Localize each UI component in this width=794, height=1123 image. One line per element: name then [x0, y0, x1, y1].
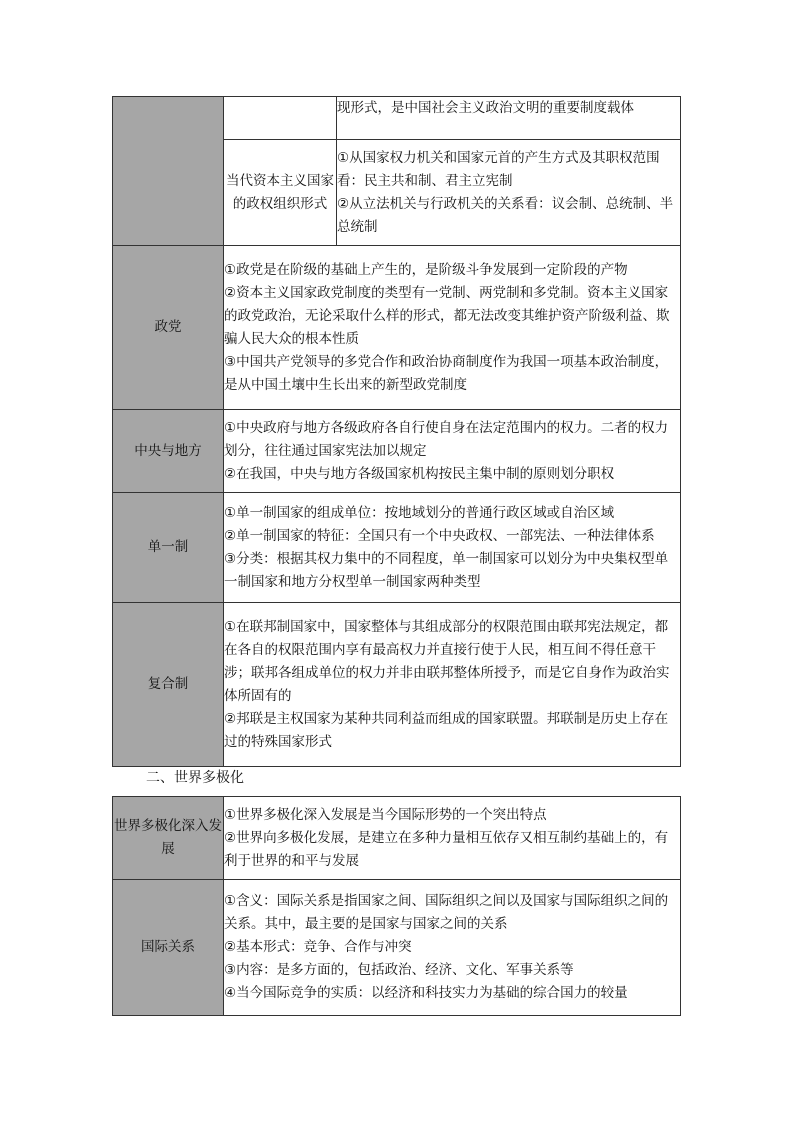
cell-line: ②基本形式：竞争、合作与冲突 — [224, 939, 412, 955]
table-row — [113, 603, 681, 767]
cell-line: ②世界向多极化发展，是建立在多种力量相互依存又相互制约基础上的，有利于世界的和平与发展 — [224, 829, 669, 869]
cell-line: ②邦联是主权国家为某种共同利益而组成的国家联盟。邦联制是历史上存在过的特殊国家形式 — [224, 710, 669, 750]
cell-line: ③分类：根据其权力集中的不同程度，单一制国家可以划分为中央集权型单一制国家和地方分权型单一制国家两种类型 — [224, 550, 669, 590]
table-cell — [224, 603, 681, 767]
table-cell — [224, 880, 681, 1016]
table-cell — [224, 410, 681, 493]
multipolarity-table — [112, 796, 681, 1016]
row-header-central-local: 中央与地方 — [113, 410, 224, 493]
cell-line: ③内容：是多方面的，包括政治、经济、文化、军事关系等 — [224, 962, 574, 978]
table-row — [113, 493, 681, 603]
row-header-unitary: 单一制 — [113, 493, 224, 603]
cell-line: ③中国共产党领导的多党合作和政治协商制度作为我国一项基本政治制度，是从中国土壤中生长出来的新型政党制度 — [224, 353, 669, 393]
cell-line: ②单一制国家的特征：全国只有一个中央政权、一部宪法、一种法律体系 — [224, 527, 655, 544]
row-header-compound: 复合制 — [113, 603, 224, 767]
row-header-multipolarity: 世界多极化深入发展 — [113, 797, 224, 880]
table-row — [113, 246, 681, 410]
table-row — [113, 880, 681, 1016]
sub-header: 当代资本主义国家的政权组织形式 — [224, 140, 337, 246]
table-row — [113, 797, 681, 880]
cell-line: 现形式，是中国社会主义政治文明的重要制度载体 — [337, 100, 634, 116]
sub-header-empty — [224, 97, 337, 140]
cell-line: ②在我国，中央与地方各级国家机构按民主集中制的原则划分职权 — [224, 465, 615, 482]
cell-line: ①从国家权力机关和国家元首的产生方式及其职权范围看：民主共和制、君主立宪制 — [337, 149, 660, 189]
row-header-international-relations: 国际关系 — [113, 880, 224, 1016]
table-row — [113, 410, 681, 493]
cell-line: ①世界多极化深入发展是当今国际形势的一个突出特点 — [224, 806, 547, 823]
row-header-empty — [113, 97, 224, 246]
cell-line: ①在联邦制国家中，国家整体与其组成部分的权限范围由联邦宪法规定，都在各自的权限范围内享有最高权力并直接行使于人民，相互间不得任意干涉；联邦各组成单位的权力并非由联邦整体所授予，而是它自身作为政治实体所固有的 — [224, 618, 670, 704]
table-cell — [337, 97, 681, 140]
cell-line: ①单一制国家的组成单位：按地域划分的普通行政区域或自治区域 — [224, 504, 615, 521]
table-row — [113, 97, 681, 140]
cell-line: ②资本主义国家政党制度的类型有一党制、两党制和多党制。资本主义国家的政党政治，无论采取什么样的形式，都无法改变其维护资产阶级利益、欺骗人民大众的根本性质 — [224, 284, 670, 347]
table-cell — [224, 493, 681, 603]
cell-line: ②从立法机关与行政机关的关系看：议会制、总统制、半总统制 — [337, 195, 674, 235]
cell-line: ①中央政府与地方各级政府各自行使自身在法定范围内的权力。二者的权力划分，往往通过国家宪法加以规定 — [224, 419, 669, 459]
political-system-table — [112, 96, 681, 767]
table-cell — [337, 140, 681, 246]
cell-line: ①政党是在阶级的基础上产生的，是阶级斗争发展到一定阶段的产物 — [224, 261, 628, 278]
table-cell — [224, 246, 681, 410]
table-cell — [224, 797, 681, 880]
cell-line: ④当今国际竞争的实质：以经济和科技实力为基础的综合国力的较量 — [224, 985, 628, 1001]
section-title: 二、世界多极化 — [146, 770, 244, 786]
cell-line: ①含义：国际关系是指国家之间、国际组织之间以及国家与国际组织之间的关系。其中，最主要的是国家与国家之间的关系 — [224, 893, 669, 932]
row-header-party: 政党 — [113, 246, 224, 410]
